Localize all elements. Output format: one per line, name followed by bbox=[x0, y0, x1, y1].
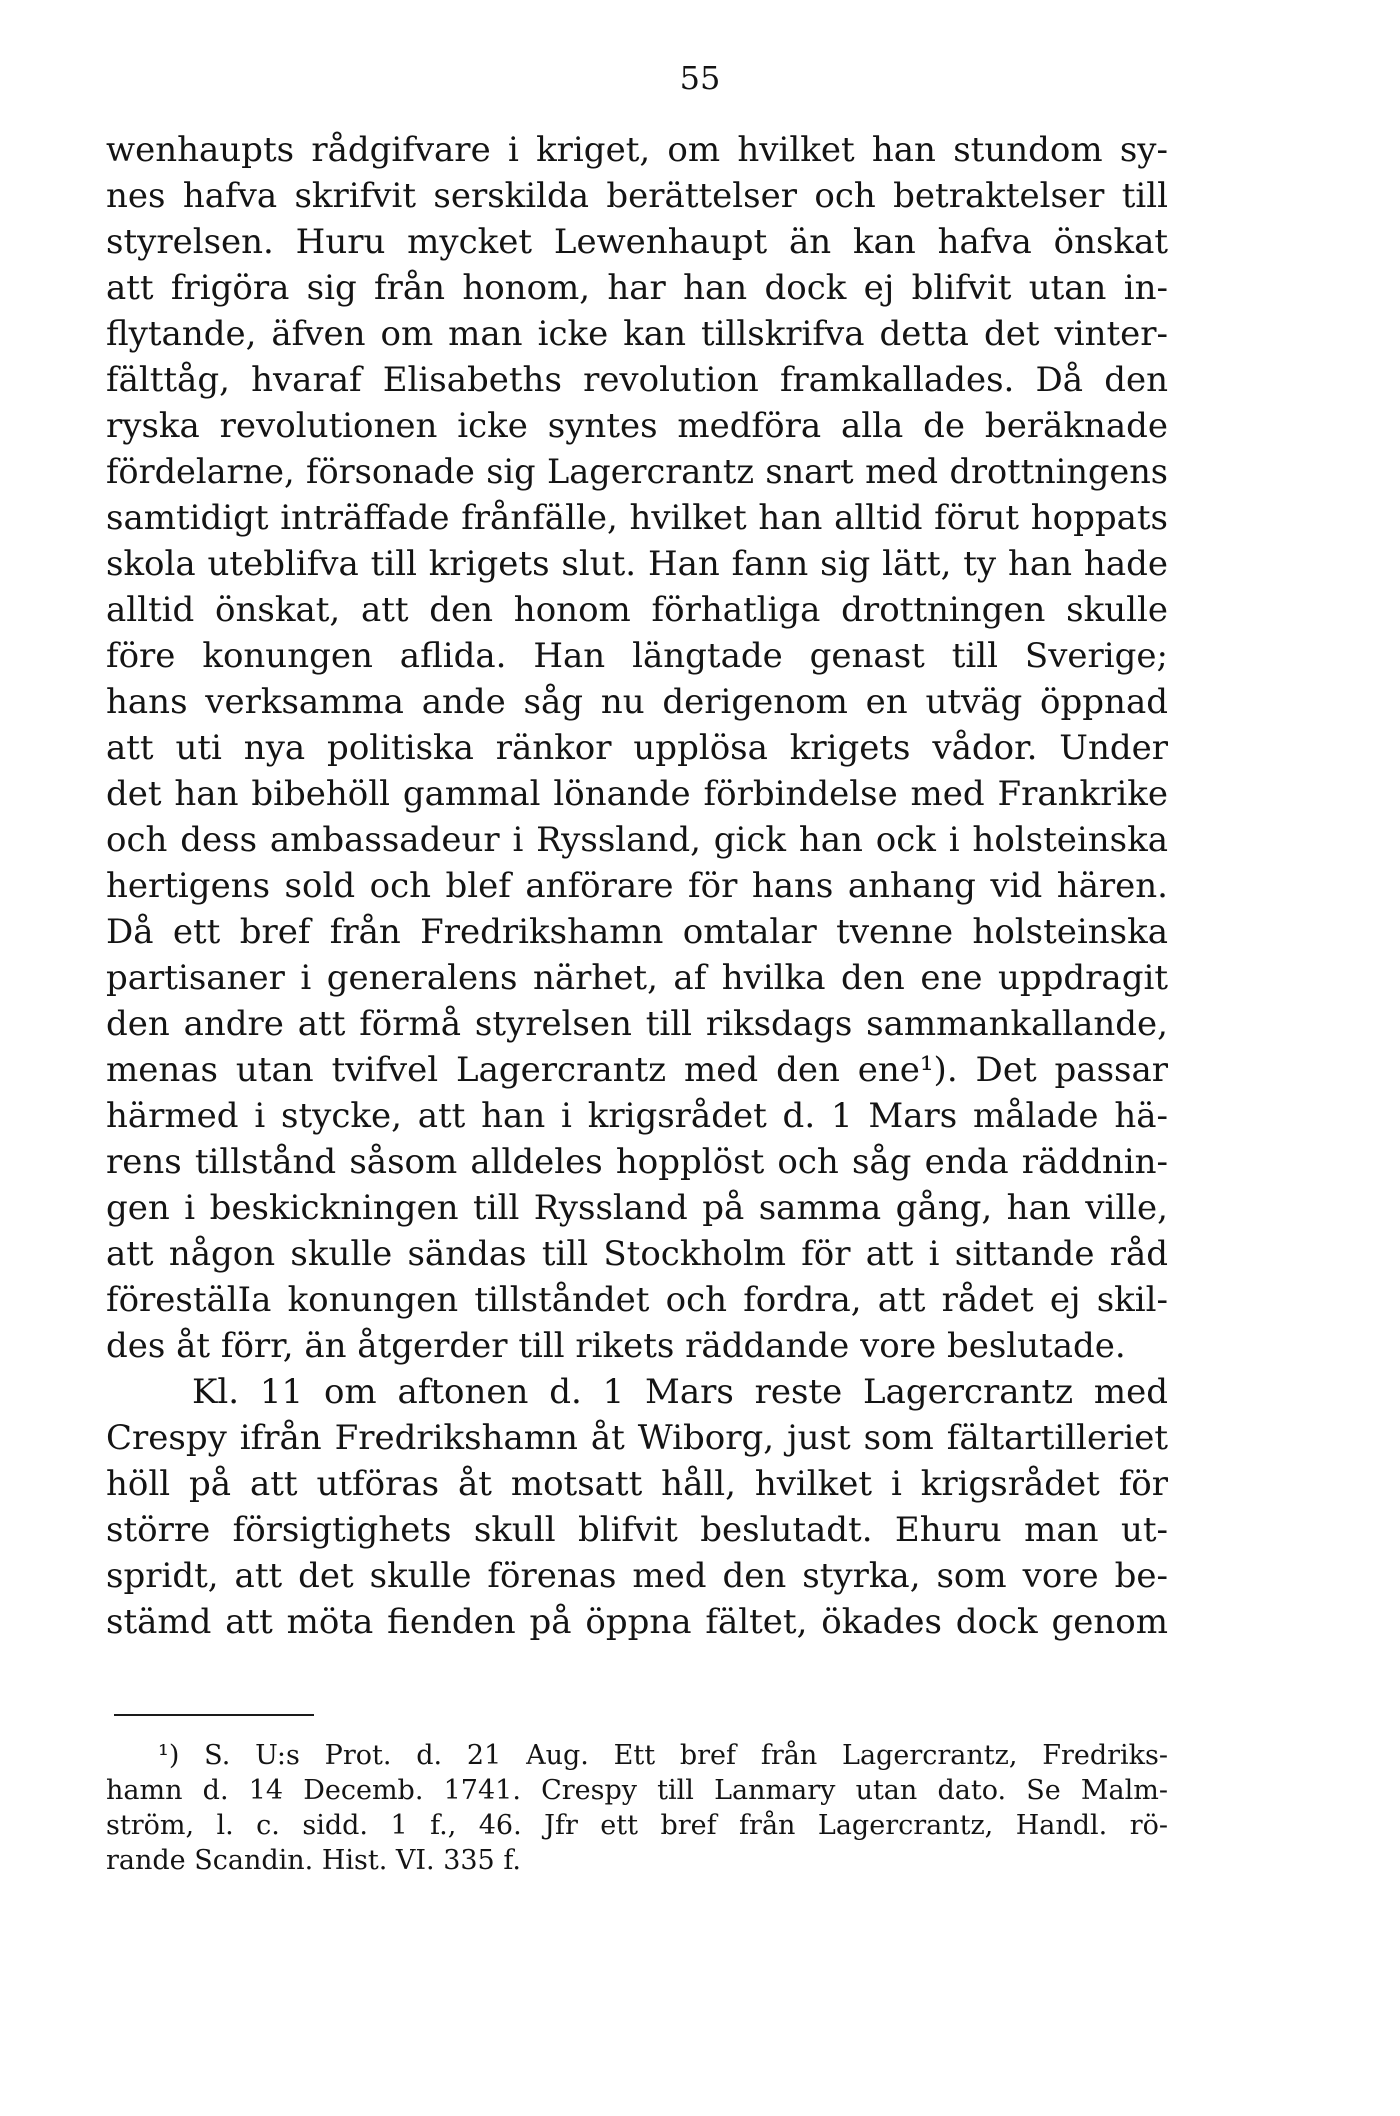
footnote-line: rande Scandin. Hist. VI. 335 f. bbox=[106, 1845, 521, 1876]
page-number: 55 bbox=[679, 59, 721, 97]
text-line: alltid önskat, att den honom förhatliga drottningen skulle bbox=[106, 590, 1168, 630]
text-line: des åt förr, än åtgerder till rikets räddande vore beslutade. bbox=[106, 1326, 1126, 1366]
text-line: nes hafva skrifvit serskilda berättelser och betraktelser till bbox=[106, 176, 1168, 216]
text-line: menas utan tvifvel Lagercrantz med den ene¹). Det passar bbox=[106, 1050, 1168, 1090]
text-line: den andre att förmå styrelsen till riksdags sammankallande, bbox=[106, 1004, 1168, 1044]
text-line: fördelarne, försonade sig Lagercrantz snart med drottningens bbox=[106, 452, 1168, 491]
text-line: det han bibehöll gammal lönande förbindelse med Frankrike bbox=[106, 774, 1168, 814]
text-line: flytande, äfven om man icke kan tillskrifva detta det vinter- bbox=[106, 314, 1168, 354]
text-line: att någon skulle sändas till Stockholm för att i sittande råd bbox=[106, 1234, 1168, 1274]
text-line: skola uteblifva till krigets slut. Han fann sig lätt, ty han hade bbox=[106, 544, 1168, 584]
text-line: rens tillstånd såsom alldeles hopplöst och såg enda räddnin- bbox=[106, 1142, 1168, 1182]
text-line: förestälIa konungen tillståndet och fordra, att rådet ej skil- bbox=[106, 1280, 1168, 1320]
footnote-divider bbox=[114, 1714, 314, 1716]
text-line: Då ett bref från Fredrikshamn omtalar tvenne holsteinska bbox=[106, 912, 1168, 952]
footnotes bbox=[106, 1738, 1168, 1878]
text-line: wenhaupts rådgifvare i kriget, om hvilket han stundom sy- bbox=[106, 130, 1168, 170]
body-text bbox=[106, 127, 1168, 1645]
text-line: stämd att möta fienden på öppna fältet, ökades dock genom bbox=[106, 1602, 1168, 1642]
text-line: höll på att utföras åt motsatt håll, hvilket i krigsrådet för bbox=[106, 1464, 1168, 1504]
text-line: spridt, att det skulle förenas med den styrka, som vore be- bbox=[106, 1556, 1168, 1596]
text-line: härmed i stycke, att han i krigsrådet d. 1 Mars målade hä- bbox=[106, 1096, 1168, 1136]
footnote-line: ¹) S. U:s Prot. d. 21 Aug. Ett bref från Lagercrantz, Fredriks- bbox=[158, 1740, 1168, 1771]
text-line: hertigens sold och blef anförare för hans anhang vid hären. bbox=[106, 866, 1168, 906]
text-line: styrelsen. Huru mycket Lewenhaupt än kan hafva önskat bbox=[106, 222, 1168, 262]
text-line: Crespy ifrån Fredrikshamn åt Wiborg, just som fältartilleriet bbox=[106, 1418, 1168, 1458]
text-line: att uti nya politiska ränkor upplösa krigets vådor. Under bbox=[106, 728, 1168, 768]
text-line: att frigöra sig från honom, har han dock ej blifvit utan in- bbox=[106, 268, 1168, 308]
text-line: gen i beskickningen till Ryssland på samma gång, han ville, bbox=[106, 1188, 1168, 1228]
text-line: större försigtighets skull blifvit beslutadt. Ehuru man ut- bbox=[106, 1510, 1168, 1550]
text-line: partisaner i generalens närhet, af hvilka den ene uppdragit bbox=[106, 958, 1168, 998]
footnote-line: ström, l. c. sidd. 1 f., 46. Jfr ett bref från Lagercrantz, Handl. rö- bbox=[106, 1810, 1168, 1841]
text-line: före konungen aflida. Han längtade genast till Sverige; bbox=[106, 636, 1168, 676]
text-line: hans verksamma ande såg nu derigenom en utväg öppnad bbox=[106, 682, 1168, 722]
text-line: Kl. 11 om aftonen d. 1 Mars reste Lagercrantz med bbox=[192, 1372, 1168, 1412]
text-line: och dess ambassadeur i Ryssland, gick han ock i holsteinska bbox=[106, 820, 1168, 860]
text-line: ryska revolutionen icke syntes medföra alla de beräknade bbox=[106, 406, 1168, 446]
text-line: fälttåg, hvaraf Elisabeths revolution framkallades. Då den bbox=[106, 360, 1168, 400]
footnote-line: hamn d. 14 Decemb. 1741. Crespy till Lanmary utan dato. Se Malm- bbox=[106, 1775, 1168, 1806]
text-line: samtidigt inträffade frånfälle, hvilket han alltid förut hoppats bbox=[106, 498, 1168, 538]
